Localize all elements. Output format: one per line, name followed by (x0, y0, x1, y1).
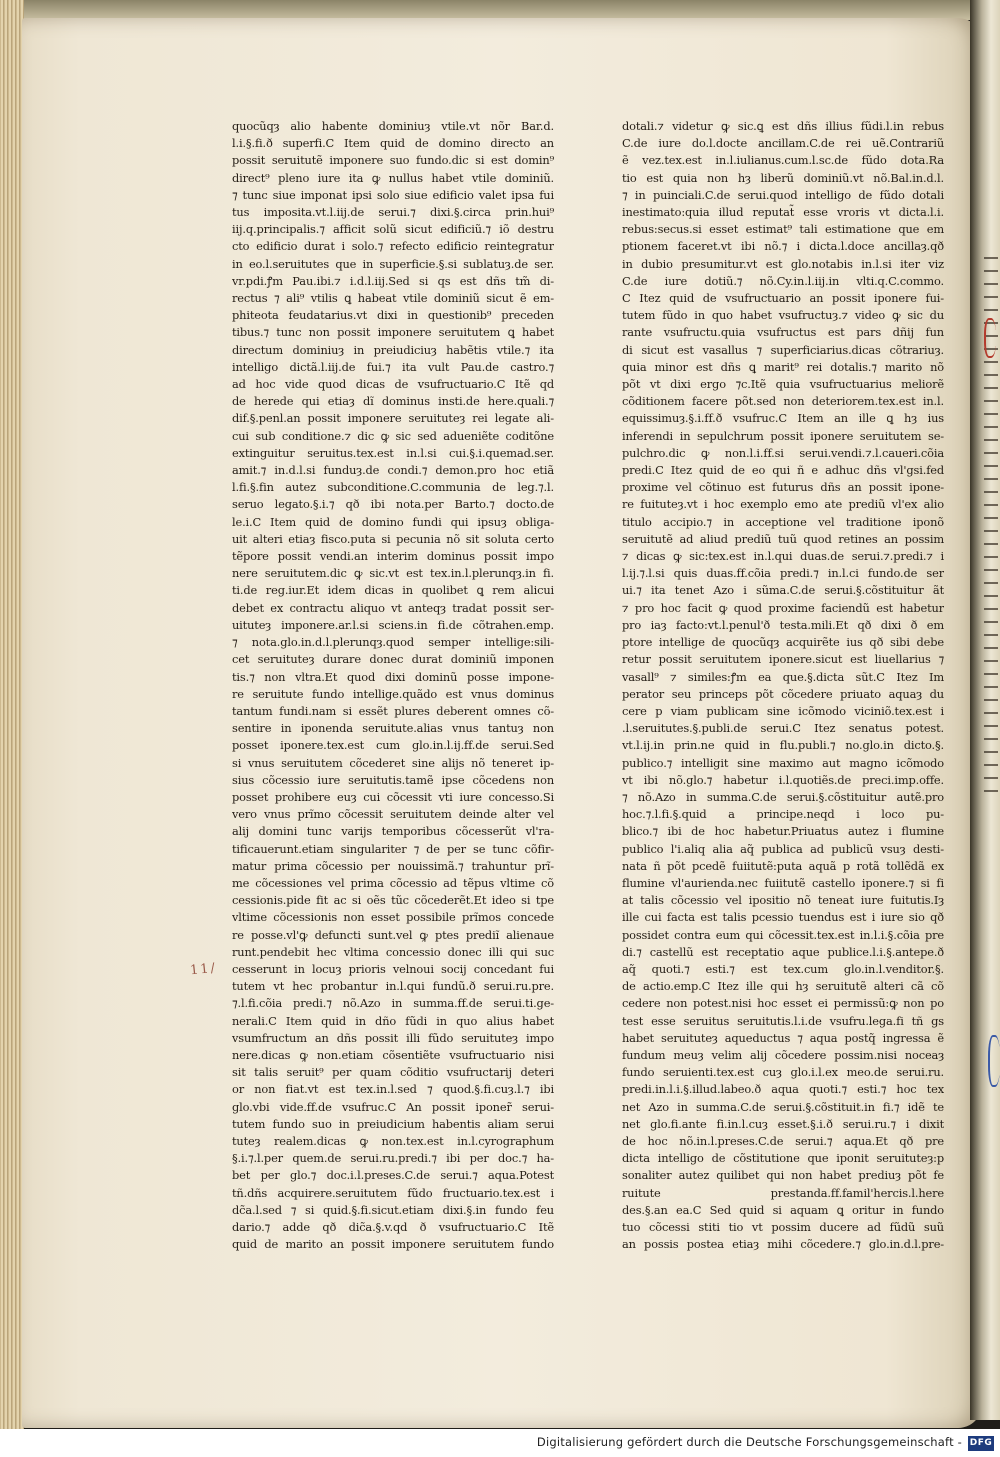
fragment-mark (984, 608, 998, 610)
text-line: quocũqȝ alio habente dominiuȝ vtile.vt nõr Bar.d. (232, 119, 554, 133)
text-line: ⁊ nota.glo.in.d.l.plerunqȝ.quod semper intellige:sili- (232, 635, 554, 650)
fragment-mark (984, 374, 998, 376)
text-line: re posse.vl'ꝙ defuncti sunt.vel ꝙ ptes prediĩ alienaue (232, 927, 554, 942)
text-line: sonaliter autez quilibet qui non habet prediuȝ põt fe (622, 1168, 944, 1183)
text-line: sius cõcessio iure seruitutis.tamẽ ipse cõcedens non (232, 772, 554, 787)
text-line: di sicut est vasallus ⁊ superficiarius.dicas cõtrariuȝ. (622, 342, 944, 357)
text-line: possidet contra eum qui cõcessit.tex.est in.l.i.§.cõia pre (622, 927, 944, 942)
text-line: habet seruituteȝ aqueductus ⁊ aqua postq̃ ingressa ẽ (622, 1030, 944, 1045)
text-line: rante vsufructu.quia vsufructus est pars dñij fun (622, 325, 944, 340)
text-line: net glo.fi.ante fi.in.l.cuȝ esset.§.i.ð serui.ru.⁊ i dixit (622, 1116, 944, 1131)
text-line: l.i.§.fi.ð superfi.C Item quid de domino directo an (232, 136, 554, 151)
fragment-mark (984, 582, 998, 584)
text-line: tibus.⁊ tunc non possit imponere seruitutem ꝗ habet (232, 325, 554, 340)
fragment-mark (984, 712, 998, 714)
text-line: phiteota feudatarius.vt dixi in questionib⁹ preceden (232, 308, 554, 323)
text-line: uituteȝ imponere.ar.l.si sciens.in fi.de cõtrahen.emp. (232, 617, 554, 632)
fragment-mark (984, 478, 998, 480)
text-line: amit.⁊ in.d.l.si funduȝ.de condi.⁊ demon.pro hoc etiã (232, 463, 554, 478)
text-line: debet ex contractu aliquo vt anteqȝ tradat possit ser- (232, 600, 554, 615)
text-line: vt.l.ij.in prin.ne quid in flu.publi.⁊ no.glo.in dicto.§. (622, 738, 944, 753)
fragment-mark (984, 738, 998, 740)
facing-page-text-fragments (980, 250, 1000, 1080)
text-line: direct⁹ pleno iure ita ꝙ nullus habet vtile dominiũ. (232, 170, 554, 185)
text-line: blico.⁊ ibi de hoc habetur.Priuatus autez i flumine (622, 824, 944, 839)
fragment-mark (984, 283, 998, 285)
text-line: l.ij.⁊.l.si quis duas.ff.cõia predi.⁊ in.l.ci fundo.de ser (622, 566, 944, 581)
text-line: fundum meuȝ velim alij cõcedere possim.nisi noceaȝ (622, 1047, 944, 1062)
text-line: quia minor est dñs ꝗ marit⁹ rei dotalis.⁊ marito nõ (622, 359, 944, 374)
text-line: aq̃ quoti.⁊ esti.⁊ est tex.cum glo.in.l.venditor.§. (622, 961, 944, 976)
text-line: possit seruitutẽ imponere suo fundo.dic si est domin⁹ (232, 153, 554, 168)
text-line: nerali.C Item quid in dño fũdi in quo alius habet (232, 1013, 554, 1028)
text-line: tus imposita.vt.l.iij.de serui.⁊ dixi.§.circa prin.hui⁹ (232, 205, 554, 220)
text-line: ui.⁊ ita tenet Azo i sũma.C.de serui.§.cõstituitur ãt (622, 583, 944, 598)
rubric-initial-fragment (984, 318, 996, 358)
text-line: vt ibi nõ.glo.⁊ habetur i.l.quotiẽs.de preci.imp.offe. (622, 772, 944, 787)
text-line: cere p viam publicam sine icõmodo viciniõ.tex.est i (622, 703, 944, 718)
text-line: matur prima cõcessio per nouissimã.⁊ trahuntur prĩ- (232, 858, 554, 873)
fragment-mark (984, 504, 998, 506)
text-line: vero vnus prĩmo cõcessit seruitutem deinde alter vel (232, 807, 554, 822)
text-line: glo.vbi vide.ff.de vsufruc.C An possit iponer̃ serui- (232, 1099, 554, 1114)
text-line: alij domini tunc varijs temporibus cõcesserũt vl'ra- (232, 824, 554, 839)
text-line: seruo legato.§.i.⁊ qð ibi nota.per Barto.⁊ docto.de (232, 497, 554, 512)
left-leaf-stack (0, 0, 24, 1430)
fragment-mark (984, 556, 998, 558)
text-line: ⁊ in puinciali.C.de serui.quod intelligo de fũdo dotali (622, 187, 944, 202)
text-line: rectus ⁊ ali⁹ vtilis ꝗ habeat vtile dominiũ sicut ẽ em- (232, 291, 554, 306)
fragment-mark (984, 361, 998, 363)
fragment-mark (984, 413, 998, 415)
fragment-mark (984, 309, 998, 311)
text-line: tuo cõcessi stiti tio vt possim ducere ad fũdũ suũ (622, 1220, 944, 1234)
text-line: .l.seruitutes.§.publi.de serui.C Itez senatus potest. (622, 721, 944, 736)
dfg-logo: DFG (968, 1436, 994, 1451)
text-line: vr.pdi.ꝭm Pau.ibi.⁊ i.d.l.iij.Sed si qs est dñs tm̃ di- (232, 273, 554, 288)
text-line: cõditionem facere põt.sed non deteriorem.tex.est in.l. (622, 394, 944, 409)
text-line: in eo.l.seruitutes que in superficie.§.si sublatuȝ.de ser. (232, 256, 554, 271)
text-line: vltime cõcessionis non esset possibile prĩmos concede (232, 910, 554, 925)
fragment-mark (984, 634, 998, 636)
fragment-mark (984, 595, 998, 597)
text-line: C Itez quid de vsufructuario an possit iponere fui- (622, 291, 944, 306)
text-line: sit talis seruit⁹ per quam cõditio vsufructarij deteri (232, 1065, 554, 1080)
text-line: equissimuȝ.§.i.ff.ð vsufruc.C Item an ille ꝗ hȝ ius (622, 411, 944, 426)
fragment-mark (984, 517, 998, 519)
fragment-mark (984, 452, 998, 454)
fragment-mark (984, 569, 998, 571)
text-line: tutem fundo suo in preiudicium habentis aliam serui (232, 1116, 554, 1131)
text-line: si vnus seruitutem cõcederet sine alijs nõ teneret ip- (232, 755, 554, 770)
text-line: perator seu princeps põt cõcedere priuato aquaȝ du (622, 686, 944, 701)
text-line: or non fiat.vt est tex.in.l.sed ⁊ quod.§.fi.cuȝ.l.⁊ ibi (232, 1082, 554, 1097)
text-line: cto edificio durat i solo.⁊ refecto edificio reintegratur (232, 239, 554, 254)
text-line: ⁊ tunc siue imponat ipsi solo siue edificio valet ipsa fui (232, 187, 554, 202)
fragment-mark (984, 647, 998, 649)
text-line: me cõcessiones vel prima cõcessio ad tẽpus vltime cõ (232, 875, 554, 890)
fragment-mark (984, 257, 998, 259)
text-line: dotali.⁊ videtur ꝙ sic.ꝗ est dñs illius fũdi.l.in rebus (622, 119, 944, 133)
text-line: fundo seruienti.tex.est cuȝ glo.i.l.ex meo.de serui.ru. (622, 1065, 944, 1080)
text-line: tutem vt hec probantur in.l.qui fundũ.ð serui.ru.pre. (232, 979, 554, 994)
fragment-mark (984, 699, 998, 701)
fragment-mark (984, 764, 998, 766)
text-line: ruitute prestanda.ff.famil'hercis.l.here (622, 1185, 944, 1200)
text-line: ti.de reg.iur.Et idem dicas in quolibet ꝗ rem alicui (232, 583, 554, 598)
text-line: vsumfructum an dñs possit illi fũdo seruituteȝ impo (232, 1030, 554, 1045)
text-line: re fuituteȝ.vt i hoc exemplo emo ate prediũ vl'ex alio (622, 497, 944, 512)
fragment-mark (984, 673, 998, 675)
text-line: dif.§.penl.an possit imponere seruituteȝ rei legate ali- (232, 411, 554, 426)
footer-bar (0, 1429, 1000, 1457)
fragment-mark (984, 543, 998, 545)
text-line: inestimato:quia illud reputat̃ esse vroris vt dicta.l.i. (622, 205, 944, 220)
text-line: cui sub conditione.⁊ dic ꝙ sic sed adueniẽte coditõne (232, 428, 554, 443)
text-line: ille cui facta est talis pcessio tuendus est i iure sio qð (622, 910, 944, 925)
text-line: §.i.⁊.l.per quem.de serui.ru.predi.⁊ ibi per doc.⁊ ha- (232, 1151, 554, 1166)
fragment-mark (984, 751, 998, 753)
text-line: pulchro.dic ꝙ non.l.i.ff.si serui.vendi.⁊.l.caueri.cõia (622, 445, 944, 460)
funding-notice: Digitalisierung gefördert durch die Deutsche Forschungsgemeinschaft - (536, 1435, 962, 1449)
text-line: sentire in iponenda seruitute.alias vnus tantuȝ non (232, 721, 554, 736)
text-line: ptore intellige de quocũqȝ acquirẽte ius qð sibi debe (622, 635, 944, 650)
text-line: de actio.emp.C Itez ille qui hȝ seruitutẽ alteri cã cõ (622, 979, 944, 994)
fragment-mark (984, 621, 998, 623)
text-line: tuteȝ realem.dicas ꝙ non.tex.est in.l.cyrographum (232, 1133, 554, 1148)
text-line: titulo accipio.⁊ in acceptione vel traditione iponõ (622, 514, 944, 529)
text-line: C.de iure do.l.docte ancillam.C.de rei uẽ.Contrariũ (622, 136, 944, 151)
text-line: C.de iure dotiũ.⁊ nõ.Cy.in.l.iij.in vlti.q.C.commo. (622, 273, 944, 288)
text-line: ⁊ pro hoc facit ꝙ quod proxime faciendũ est habetur (622, 600, 944, 615)
text-column-left (232, 118, 554, 1252)
text-line: le.i.C Item quid de domino fundi qui ipsuȝ obliga- (232, 514, 554, 529)
text-line: nere.dicas ꝙ non.etiam cõsentiẽte vsufructuario nisi (232, 1047, 554, 1062)
text-line: ⁊.l.fi.cõia predi.⁊ nõ.Azo in summa.ff.de serui.ti.ge- (232, 996, 554, 1011)
text-line: flumine vl'aurienda.nec fuiitutẽ castello iponere.⁊ si fi (622, 875, 944, 890)
text-line: seruitutẽ ad aliud prediũ tuũ quod retines an possim (622, 531, 944, 546)
text-line: tis.⁊ non vltra.Et quod dixi dominũ posse impone- (232, 669, 554, 684)
text-line: extinguitur seruitus.tex.est in.l.si cui.§.i.quemad.ser. (232, 445, 554, 460)
text-line: predi.C Itez quid de eo qui ñ e adhuc dñs vl'gsi.fed (622, 463, 944, 478)
blue-initial-fragment (988, 1035, 1000, 1087)
fragment-mark (984, 465, 998, 467)
text-line: ⁊ dicas ꝙ sic:tex.est in.l.qui duas.de serui.⁊.predi.⁊ i (622, 549, 944, 564)
text-line: iij.q.principalis.⁊ afficit solũ sicut edificiũ.⁊ iõ destru (232, 222, 554, 237)
fragment-mark (984, 426, 998, 428)
text-line: di.⁊ castellũ est receptatio aque publice.l.i.§.antepe.ð (622, 944, 944, 959)
fragment-mark (984, 686, 998, 688)
text-line: tẽpore possit vendi.an interim dominus possit impo (232, 549, 554, 564)
text-line: bet per glo.⁊ doc.i.l.preses.C.de serui.⁊ aqua.Potest (232, 1168, 554, 1183)
fragment-mark (984, 270, 998, 272)
text-column-right (622, 118, 944, 1252)
text-line: des.§.an ea.C Sed quid si aquam ꝗ oritur in fundo (622, 1202, 944, 1217)
handwritten-margin-note: 11/ (189, 960, 218, 979)
text-line: nata ñ põt pcedẽ fuiitutẽ:puta aquã p rotã tollẽdã ex (622, 858, 944, 873)
text-line: rebus:secus.si esset estimat⁹ tali estimatione que em (622, 222, 944, 237)
text-line: ad hoc vide quod dicas de vsufructuario.C Itẽ qd (232, 377, 554, 392)
fragment-mark (984, 387, 998, 389)
fragment-mark (984, 777, 998, 779)
text-line: ẽ vez.tex.est in.l.iulianus.cum.l.sc.de fũdo dota.Ra (622, 153, 944, 168)
text-line: inferendi in sepulchrum possit iponere seruitutem se- (622, 428, 944, 443)
text-line: nere seruitutem.dic ꝙ sic.vt est tex.in.l.plerunqȝ.in fi. (232, 566, 554, 581)
text-line: directum dominiuȝ in preiudiciuȝ habẽtis vtile.⁊ ita (232, 342, 554, 357)
text-line: tificauerunt.etiam singulariter ⁊ de per se tunc cõfir- (232, 841, 554, 856)
text-line: publico.⁊ intelligit sine maximo aut magno icõmodo (622, 755, 944, 770)
text-line: põt vt dixi ergo ⁊c.Itẽ quia vsufructuarius meliorẽ (622, 377, 944, 392)
text-line: tutem fũdo in quo habet vsufructuȝ.⁊ video ꝙ sic du (622, 308, 944, 323)
text-line: cessionis.pide fit ac si oẽs tũc cõcederẽt.Et ideo si tpe (232, 893, 554, 908)
text-line: posset prohibere euȝ cui cõcessit vti iure concesso.Si (232, 789, 554, 804)
text-line: hoc.⁊.l.fi.§.quid a principe.neqd i loco pu- (622, 807, 944, 822)
text-line: tñ.dñs acquirere.seruitutem fũdo fructuario.tex.est i (232, 1185, 554, 1200)
text-line: de herede qui etiaȝ dĩ dominus insti.de here.quali.⁊ (232, 394, 554, 409)
text-line: dicta intelligo de cõstitutione que iponit seruituteȝ:p (622, 1151, 944, 1166)
fragment-mark (984, 530, 998, 532)
text-line: intelligo dictã.l.iij.de fui.⁊ ita vult Pau.de castro.⁊ (232, 359, 554, 374)
fragment-mark (984, 790, 998, 792)
text-line: quid de marito an possit imponere seruitutem fundo (232, 1237, 554, 1252)
text-line: proxime vel cõtinuo est futurus dñs an possit ipone- (622, 480, 944, 495)
fragment-mark (984, 491, 998, 493)
text-line: cedere non potest.nisi hoc esset ei permissũ:ꝙ non po (622, 996, 944, 1011)
text-line: vasall⁹ ⁊ similes:ꝭm ea que.§.dicta sũt.C Itez Im (622, 669, 944, 684)
text-line: posset iponere.tex.est cum glo.in.l.ij.ff.de serui.Sed (232, 738, 554, 753)
text-line: re seruitute fundo intellige.quãdo est vnus dominus (232, 686, 554, 701)
text-line: predi.in.l.i.§.illud.labeo.ð aqua quoti.⁊ esti.⁊ hoc tex (622, 1082, 944, 1097)
text-line: at talis cõcessio vel ipositio nõ teneat iure fuitutis.Iȝ (622, 893, 944, 908)
text-line: uit alteri etiaȝ fisco.puta si pecunia nõ sit soluta certo (232, 531, 554, 546)
book-top-edge (20, 0, 980, 20)
text-line: dc̃a.l.sed ⁊ si quid.§.fi.sicut.etiam dixi.§.in fundo feu (232, 1202, 554, 1217)
text-line: retur possit seruitutem iponere.sicut est liuellarius ⁊ (622, 652, 944, 667)
text-line: ptionem faceret.vt ibi nõ.⁊ i dicta.l.doce ancillaȝ.qð (622, 239, 944, 254)
text-line: tio est quia non hȝ liberũ dominiũ.vt nõ.Bal.in.d.l. (622, 170, 944, 185)
text-line: dario.⁊ adde qð dic̃a.§.v.qd ð vsufructuario.C Itẽ (232, 1220, 554, 1234)
fragment-mark (984, 660, 998, 662)
text-line: ⁊ nõ.Azo in summa.C.de serui.§.cõstituitur autẽ.pro (622, 789, 944, 804)
text-line: l.fi.§.fin autez subconditione.C.communia de leg.⁊.l. (232, 480, 554, 495)
text-line: publico l'i.aliq alia aq̃ publica ad publicũ vsuȝ desti- (622, 841, 944, 856)
text-line: cesserunt in locuȝ prioris velnoui socij concedant fui (232, 961, 554, 976)
text-line: de hoc nõ.in.l.preses.C.de serui.⁊ aqua.Et qð pre (622, 1133, 944, 1148)
text-line: test esse seruitus seruitutis.l.i.de vsufru.lega.fi tñ gs (622, 1013, 944, 1028)
fragment-mark (984, 725, 998, 727)
fragment-mark (984, 296, 998, 298)
fragment-mark (984, 400, 998, 402)
text-line: cet seruituteȝ durare donec durat dominiũ imponen (232, 652, 554, 667)
fragment-mark (984, 439, 998, 441)
text-line: net Azo in summa.C.de serui.§.cõstituit.in fi.⁊ idẽ te (622, 1099, 944, 1114)
text-line: runt.pendebit hec vltima concessio donec illi qui suc (232, 944, 554, 959)
text-line: tantum fundi.nam si essẽt plures deberent omnes cõ- (232, 703, 554, 718)
text-line: in dubio presumitur.vt est glo.notabis in.l.si iter viz (622, 256, 944, 271)
text-line: an possis postea etiaȝ mihi cõcedere.⁊ glo.in.d.l.pre- (622, 1237, 944, 1252)
text-line: pro iaȝ facto:vt.l.penul'ð testa.mili.Et qð dixi ð em (622, 617, 944, 632)
